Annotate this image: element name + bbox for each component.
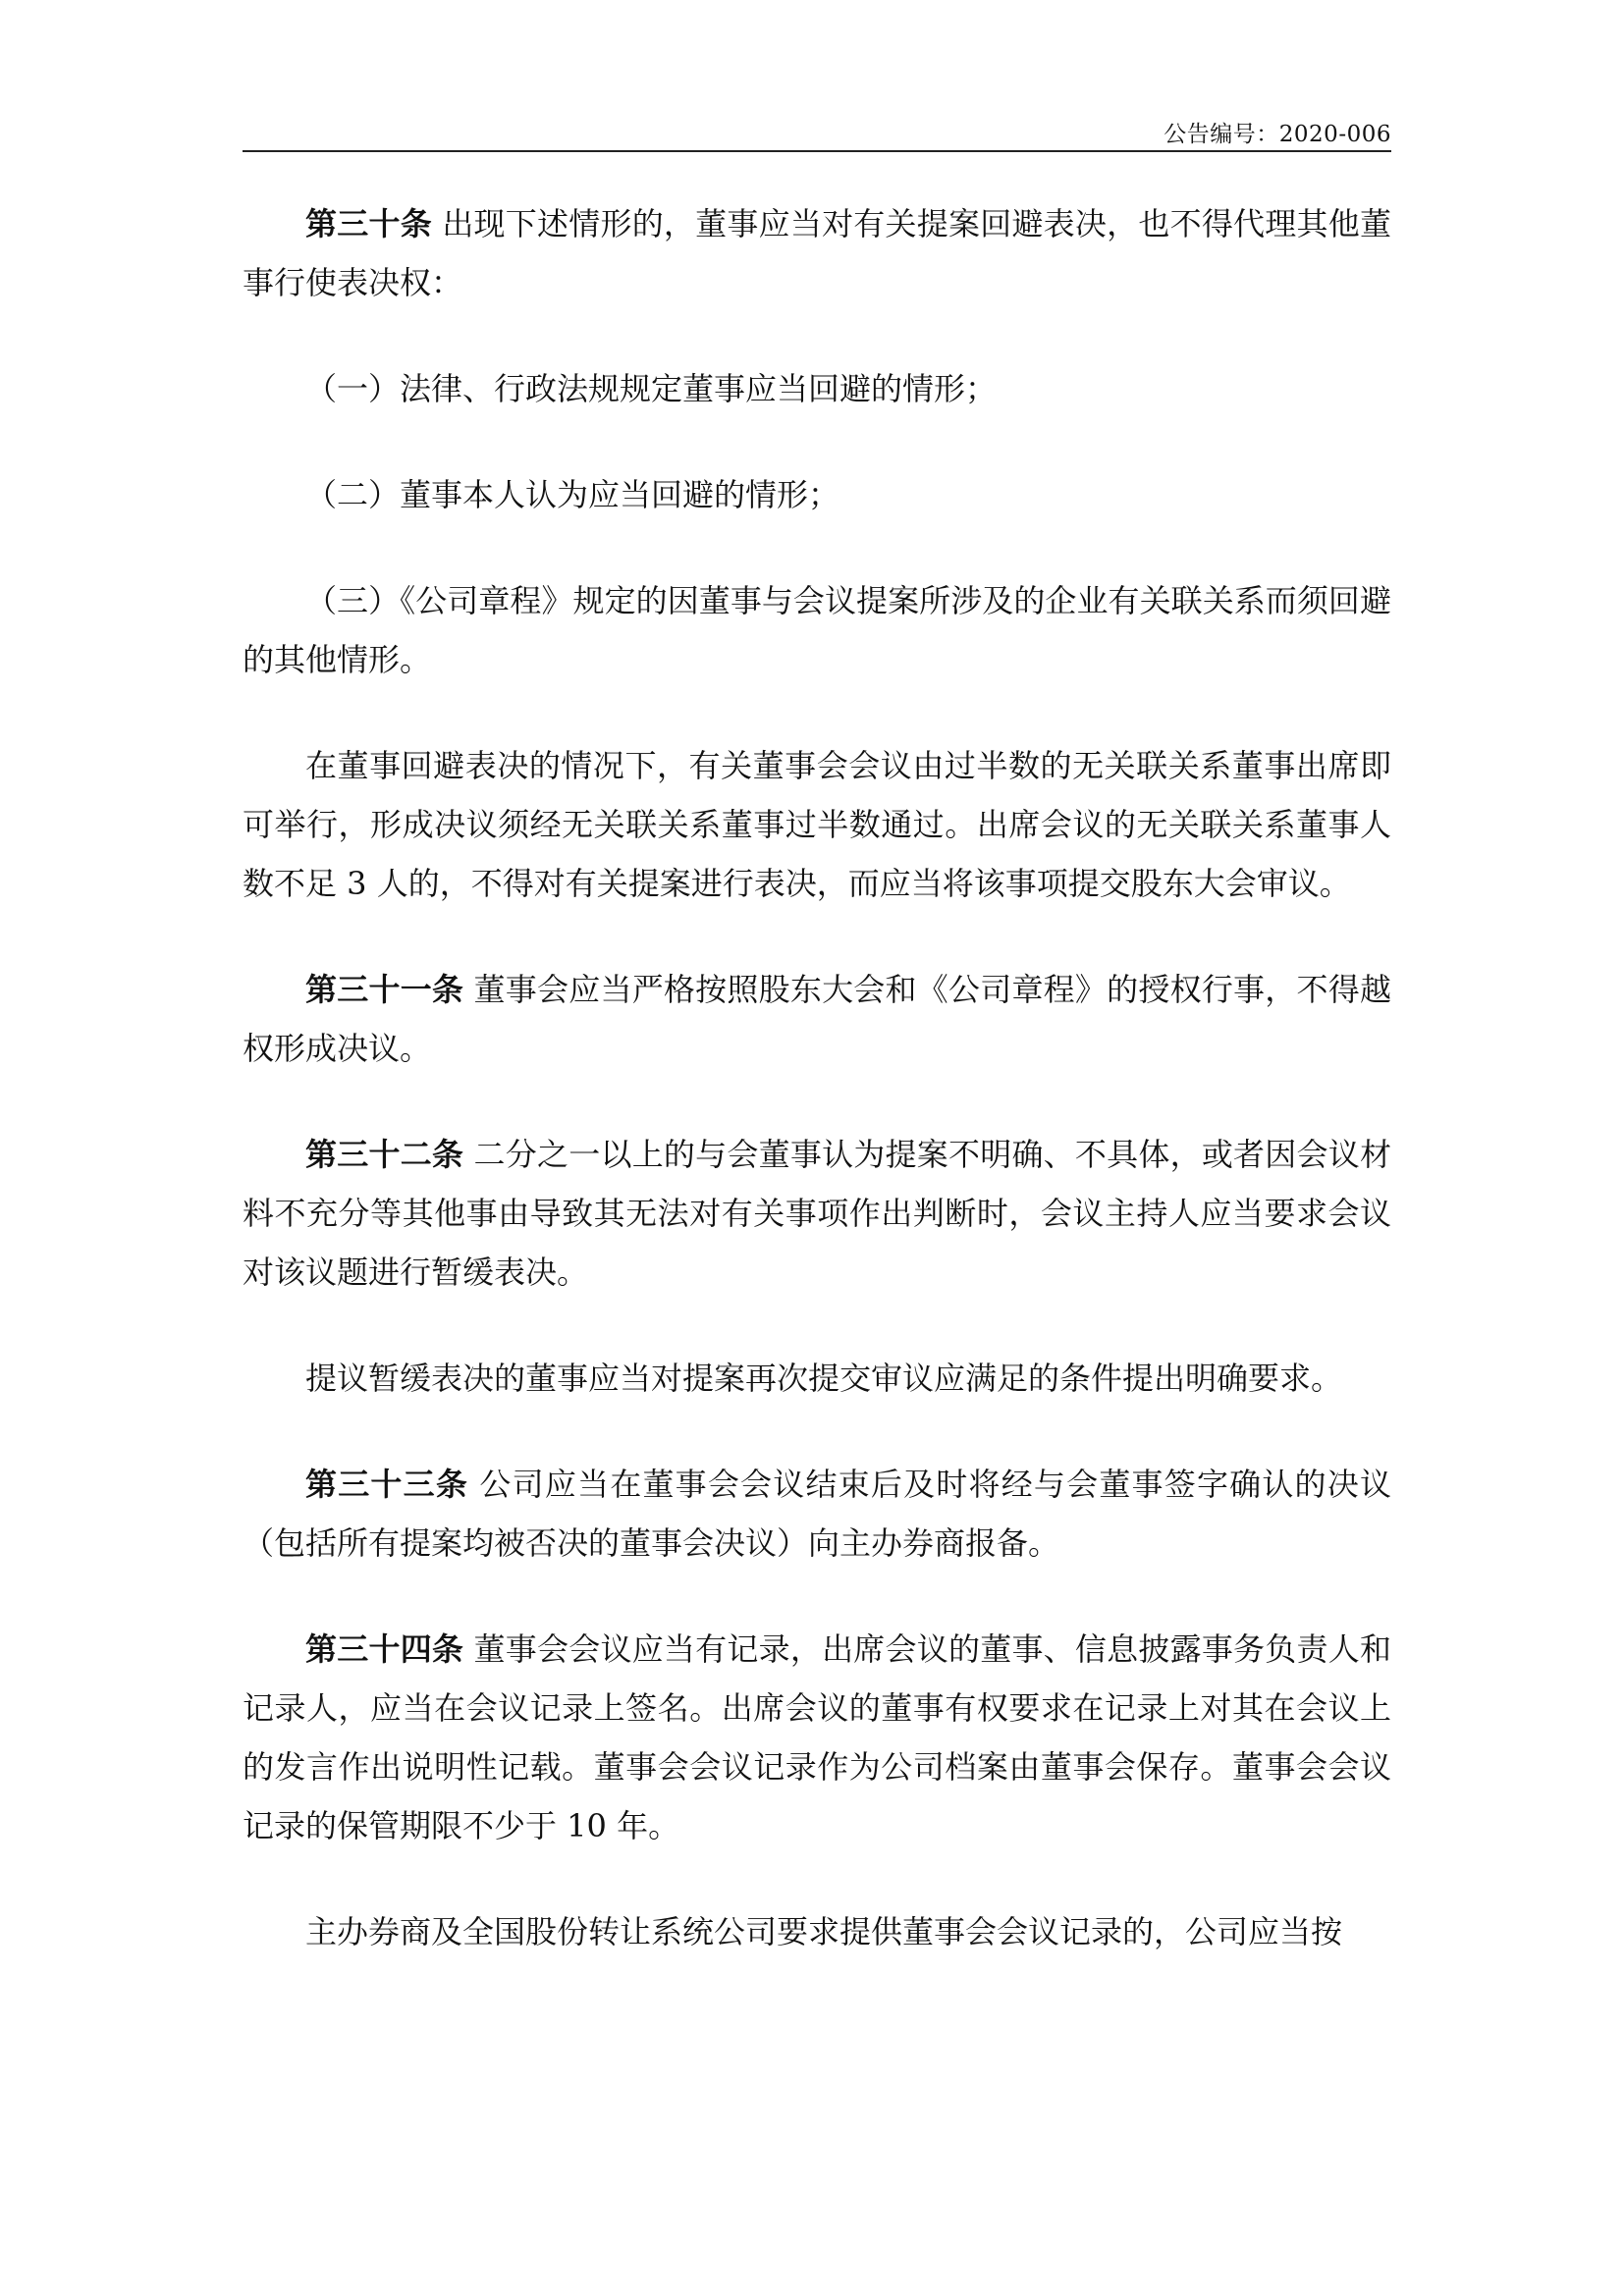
article-text: 公司应当在董事会会议结束后及时将经与会董事签字确认的决议（包括所有提案均被否决的董事会决议）向主办券商报备。	[243, 1466, 1391, 1562]
article-text: 二分之一以上的与会董事认为提案不明确、不具体，或者因会议材料不充分等其他事由导致其无法对有关事项作出判断时，会议主持人应当要求会议对该议题进行暂缓表决。	[243, 1136, 1391, 1291]
clause-2	[243, 465, 1391, 524]
paragraph-records-request	[243, 1902, 1391, 1961]
announcement-number: 公告编号：2020-006	[1164, 122, 1391, 147]
article-31	[243, 960, 1391, 1078]
article-text: 董事会应当严格按照股东大会和《公司章程》的授权行事，不得越权形成决议。	[243, 971, 1391, 1067]
paragraph-text: 主办券商及全国股份转让系统公司要求提供董事会会议记录的，公司应当按	[305, 1913, 1343, 1950]
paragraph-text: 提议暂缓表决的董事应当对提案再次提交审议应满足的条件提出明确要求。	[305, 1360, 1343, 1397]
article-heading: 第三十三条	[305, 1466, 469, 1503]
clause-text: （二）董事本人认为应当回避的情形；	[305, 476, 840, 513]
clause-1	[243, 359, 1391, 418]
article-34	[243, 1620, 1391, 1855]
article-30	[243, 194, 1391, 312]
clause-text: （三）《公司章程》规定的因董事与会议提案所涉及的企业有关联关系而须回避的其他情形。	[243, 582, 1391, 678]
paragraph-recusal-quorum	[243, 736, 1391, 913]
article-33	[243, 1455, 1391, 1573]
paragraph-deferral	[243, 1349, 1391, 1408]
article-text: 出现下述情形的，董事应当对有关提案回避表决，也不得代理其他董事行使表决权：	[243, 205, 1391, 301]
article-heading: 第三十二条	[305, 1136, 464, 1173]
article-heading: 第三十四条	[305, 1630, 464, 1668]
article-heading: 第三十条	[305, 205, 432, 242]
article-text: 董事会会议应当有记录，出席会议的董事、信息披露事务负责人和记录人，应当在会议记录上签名。出席会议的董事有权要求在记录上对其在会议上的发言作出说明性记载。董事会会议记录作为公司档案由董事会保存。董事会会议记录的保管期限不少于 10 年。	[243, 1630, 1391, 1844]
clause-text: （一）法律、行政法规规定董事应当回避的情形；	[305, 370, 998, 407]
article-32	[243, 1125, 1391, 1302]
document-body	[243, 194, 1391, 2008]
clause-3	[243, 571, 1391, 689]
paragraph-text: 在董事回避表决的情况下，有关董事会会议由过半数的无关联关系董事出席即可举行，形成决议须经无关联关系董事过半数通过。出席会议的无关联关系董事人数不足 3 人的，不得对有关提案进行表决，而应当将该事项提交股东大会审议。	[243, 747, 1391, 902]
header-divider	[243, 150, 1391, 152]
article-heading: 第三十一条	[305, 971, 464, 1008]
